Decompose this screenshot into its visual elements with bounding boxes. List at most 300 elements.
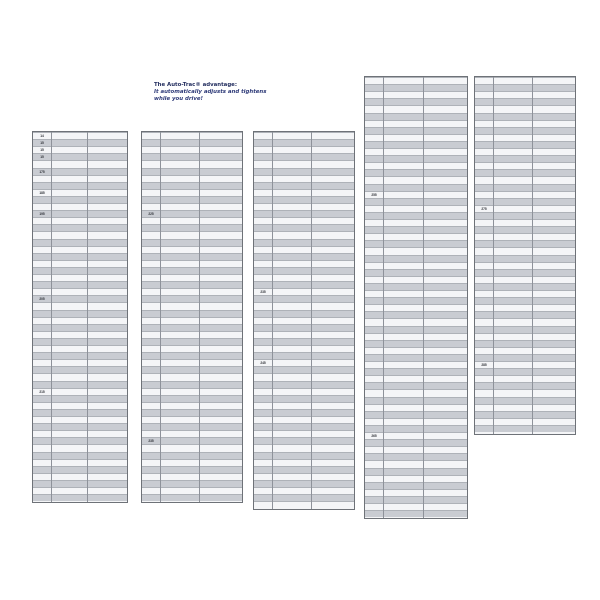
table-row	[365, 389, 467, 396]
table-row	[33, 274, 127, 281]
column-divider	[272, 132, 273, 509]
table-row	[142, 168, 242, 175]
table-row	[33, 210, 127, 217]
table-row	[254, 381, 354, 388]
table-row	[475, 120, 575, 127]
table-row	[365, 496, 467, 503]
table-row	[365, 233, 467, 240]
table-row	[475, 418, 575, 425]
table-row	[33, 260, 127, 267]
size-table-column-3	[253, 131, 355, 510]
table-row	[475, 425, 575, 432]
table-row	[254, 182, 354, 189]
table-row	[365, 446, 467, 453]
table-row	[365, 453, 467, 460]
table-row	[33, 217, 127, 224]
table-row	[475, 240, 575, 247]
table-row	[365, 91, 467, 98]
table-row	[254, 295, 354, 302]
table-row	[142, 146, 242, 153]
table-row	[33, 182, 127, 189]
column-divider	[383, 77, 384, 518]
table-row	[365, 169, 467, 176]
table-row	[365, 326, 467, 333]
table-row	[33, 168, 127, 175]
table-row	[365, 290, 467, 297]
headline-line-1: It automatically adjusts and tightens	[154, 89, 267, 95]
table-row	[254, 189, 354, 196]
column-divider	[51, 132, 52, 502]
table-row	[142, 288, 242, 295]
table-row	[142, 345, 242, 352]
table-row	[365, 141, 467, 148]
table-row	[142, 373, 242, 380]
table-row	[142, 338, 242, 345]
row-group-label	[144, 495, 158, 502]
table-row	[33, 146, 127, 153]
table-row	[475, 141, 575, 148]
table-row	[365, 460, 467, 467]
table-row	[142, 409, 242, 416]
table-row	[365, 468, 467, 475]
table-row	[365, 276, 467, 283]
table-row	[33, 473, 127, 480]
table-row	[475, 176, 575, 183]
table-row	[254, 416, 354, 423]
table-row	[33, 466, 127, 473]
table-row	[142, 459, 242, 466]
table-row	[33, 338, 127, 345]
table-row	[254, 388, 354, 395]
row-group-label: 255	[371, 192, 377, 197]
table-row	[254, 501, 354, 508]
table-row	[365, 411, 467, 418]
table-row	[142, 437, 242, 444]
table-row	[33, 437, 127, 444]
table-row	[475, 255, 575, 262]
table-row	[142, 281, 242, 288]
table-row	[475, 276, 575, 283]
table-row	[142, 253, 242, 260]
table-row	[475, 233, 575, 240]
table-row	[254, 459, 354, 466]
table-row	[142, 153, 242, 160]
table-row	[365, 134, 467, 141]
table-row	[254, 210, 354, 217]
table-row	[33, 388, 127, 395]
table-row	[142, 160, 242, 167]
table-row	[33, 359, 127, 366]
table-row	[33, 203, 127, 210]
size-table-column-5	[474, 76, 576, 435]
table-row	[365, 240, 467, 247]
table-row	[475, 212, 575, 219]
table-row	[365, 340, 467, 347]
table-row	[142, 388, 242, 395]
table-row	[142, 359, 242, 366]
table-row	[254, 452, 354, 459]
table-row	[33, 196, 127, 203]
column-divider	[493, 77, 494, 434]
table-row	[254, 444, 354, 451]
table-row	[365, 432, 467, 439]
table-row	[142, 302, 242, 309]
table-row	[475, 290, 575, 297]
table-row	[33, 352, 127, 359]
table-row	[475, 205, 575, 212]
table-row	[475, 361, 575, 368]
table-row	[365, 368, 467, 375]
table-row	[142, 473, 242, 480]
table-row	[254, 345, 354, 352]
table-row	[33, 381, 127, 388]
table-row	[254, 267, 354, 274]
table-row	[33, 409, 127, 416]
table-row	[365, 475, 467, 482]
table-row	[142, 381, 242, 388]
table-row	[33, 239, 127, 246]
headline-line-2: while you drive!	[154, 96, 203, 102]
table-row	[365, 311, 467, 318]
table-row	[365, 425, 467, 432]
table-row	[33, 231, 127, 238]
table-row	[475, 247, 575, 254]
row-group-label: 235	[148, 439, 154, 444]
table-row	[475, 397, 575, 404]
table-row	[33, 153, 127, 160]
table-row	[365, 120, 467, 127]
table-row	[142, 210, 242, 217]
table-row	[475, 297, 575, 304]
table-row	[33, 416, 127, 423]
table-row	[365, 191, 467, 198]
table-row	[365, 212, 467, 219]
table-row	[475, 347, 575, 354]
table-row	[365, 105, 467, 112]
table-row	[365, 297, 467, 304]
table-row	[33, 253, 127, 260]
table-row	[475, 113, 575, 120]
table-row	[254, 487, 354, 494]
table-row	[33, 402, 127, 409]
table-row	[142, 231, 242, 238]
column-divider	[199, 132, 200, 502]
table-row	[254, 430, 354, 437]
table-row	[365, 176, 467, 183]
table-row	[365, 283, 467, 290]
table-row	[33, 494, 127, 501]
table-row	[365, 148, 467, 155]
table-row	[475, 404, 575, 411]
table-row	[365, 84, 467, 91]
table-row	[365, 77, 467, 84]
table-row	[254, 168, 354, 175]
table-row	[254, 373, 354, 380]
table-row	[142, 416, 242, 423]
row-group-label	[477, 426, 491, 433]
table-row	[475, 148, 575, 155]
column-divider	[532, 77, 533, 434]
table-row	[365, 489, 467, 496]
table-row	[365, 247, 467, 254]
table-row	[254, 288, 354, 295]
table-row	[142, 274, 242, 281]
table-row	[254, 217, 354, 224]
table-row	[33, 224, 127, 231]
table-row	[365, 127, 467, 134]
row-group-label	[367, 511, 381, 518]
table-row	[254, 409, 354, 416]
table-row	[254, 253, 354, 260]
table-row	[254, 466, 354, 473]
table-row	[254, 310, 354, 317]
row-group-label: 275	[481, 206, 487, 211]
table-row	[142, 139, 242, 146]
table-row	[254, 324, 354, 331]
table-row	[33, 281, 127, 288]
table-row	[365, 255, 467, 262]
table-row	[142, 452, 242, 459]
table-row	[365, 503, 467, 510]
size-table-column-1	[32, 131, 128, 503]
table-row	[142, 189, 242, 196]
table-row	[365, 98, 467, 105]
column-divider	[87, 132, 88, 502]
table-row	[254, 331, 354, 338]
table-row	[142, 246, 242, 253]
table-row	[475, 162, 575, 169]
row-group-label: 205	[39, 297, 45, 302]
table-row	[142, 466, 242, 473]
table-row	[475, 389, 575, 396]
table-row	[142, 224, 242, 231]
row-group-label: 235	[260, 290, 266, 295]
table-row	[254, 146, 354, 153]
table-row	[33, 295, 127, 302]
table-row	[33, 302, 127, 309]
table-row	[254, 494, 354, 501]
table-row	[142, 310, 242, 317]
table-row	[475, 91, 575, 98]
table-row	[365, 397, 467, 404]
table-row	[142, 444, 242, 451]
table-row	[475, 262, 575, 269]
table-row	[475, 382, 575, 389]
table-row	[254, 473, 354, 480]
table-row	[142, 395, 242, 402]
table-row	[254, 139, 354, 146]
table-row	[142, 494, 242, 501]
row-group-label: 245	[260, 361, 266, 366]
table-row	[142, 487, 242, 494]
table-row	[142, 196, 242, 203]
table-row	[33, 459, 127, 466]
table-row	[365, 113, 467, 120]
table-row	[365, 304, 467, 311]
row-group-label: 215	[39, 389, 45, 394]
table-row	[33, 331, 127, 338]
table-row	[254, 302, 354, 309]
table-row	[365, 510, 467, 517]
table-row	[254, 281, 354, 288]
table-row	[475, 326, 575, 333]
row-group-label: 225	[148, 212, 154, 217]
column-divider	[311, 132, 312, 509]
table-row	[33, 452, 127, 459]
table-row	[254, 203, 354, 210]
table-row	[142, 331, 242, 338]
table-row	[33, 246, 127, 253]
table-row	[475, 84, 575, 91]
table-row	[365, 318, 467, 325]
table-row	[254, 231, 354, 238]
table-row	[254, 359, 354, 366]
table-row	[475, 77, 575, 84]
table-row	[33, 430, 127, 437]
row-group-label: 14	[40, 134, 44, 138]
table-row	[365, 418, 467, 425]
table-row	[142, 480, 242, 487]
table-row	[254, 239, 354, 246]
table-row	[254, 196, 354, 203]
table-row	[142, 352, 242, 359]
table-row	[254, 395, 354, 402]
table-row	[365, 226, 467, 233]
table-row	[33, 175, 127, 182]
table-row	[365, 375, 467, 382]
table-row	[254, 274, 354, 281]
table-row	[475, 98, 575, 105]
table-row	[33, 423, 127, 430]
table-row	[254, 153, 354, 160]
table-row	[475, 368, 575, 375]
table-row	[365, 205, 467, 212]
row-group-label	[35, 495, 49, 502]
table-row	[254, 224, 354, 231]
table-row	[33, 480, 127, 487]
table-row	[142, 423, 242, 430]
table-row	[142, 430, 242, 437]
headline-title: The Auto-Trac® advantage:	[154, 82, 237, 88]
table-row	[254, 480, 354, 487]
table-row	[142, 217, 242, 224]
table-row	[142, 260, 242, 267]
row-group-label: 175	[39, 169, 45, 174]
table-row	[475, 226, 575, 233]
table-row	[475, 184, 575, 191]
table-row	[365, 404, 467, 411]
table-row	[365, 382, 467, 389]
table-row	[33, 288, 127, 295]
table-row	[365, 219, 467, 226]
size-table-column-4	[364, 76, 468, 519]
table-row	[254, 260, 354, 267]
table-row	[33, 139, 127, 146]
table-row	[33, 345, 127, 352]
table-row	[475, 134, 575, 141]
table-row	[475, 169, 575, 176]
auto-trac-headline	[154, 82, 344, 103]
row-group-label: 15	[40, 155, 44, 160]
table-row	[33, 366, 127, 373]
table-row	[142, 402, 242, 409]
table-row	[365, 333, 467, 340]
size-table-column-2	[141, 131, 243, 503]
table-row	[33, 487, 127, 494]
table-row	[33, 310, 127, 317]
table-row	[475, 318, 575, 325]
table-row	[475, 333, 575, 340]
table-row	[365, 198, 467, 205]
table-row	[475, 411, 575, 418]
table-row	[475, 198, 575, 205]
table-row	[33, 267, 127, 274]
table-row	[254, 366, 354, 373]
table-row	[475, 191, 575, 198]
table-row	[142, 366, 242, 373]
table-row	[254, 132, 354, 139]
table-row	[475, 354, 575, 361]
table-row	[475, 269, 575, 276]
table-row	[142, 182, 242, 189]
table-row	[33, 444, 127, 451]
table-row	[254, 246, 354, 253]
column-divider	[160, 132, 161, 502]
table-row	[142, 317, 242, 324]
table-row	[365, 482, 467, 489]
table-row	[365, 439, 467, 446]
table-row	[254, 423, 354, 430]
table-row	[33, 317, 127, 324]
row-group-label: 285	[481, 363, 487, 367]
table-row	[33, 160, 127, 167]
table-row	[475, 155, 575, 162]
table-row	[475, 219, 575, 226]
table-row	[254, 437, 354, 444]
table-row	[365, 262, 467, 269]
table-row	[365, 354, 467, 361]
table-row	[475, 105, 575, 112]
table-row	[33, 324, 127, 331]
table-row	[254, 402, 354, 409]
table-row	[475, 283, 575, 290]
table-row	[142, 132, 242, 139]
table-row	[475, 311, 575, 318]
table-row	[142, 295, 242, 302]
table-row	[33, 373, 127, 380]
table-row	[365, 361, 467, 368]
table-row	[142, 267, 242, 274]
table-row	[475, 304, 575, 311]
table-row	[475, 340, 575, 347]
table-row	[475, 127, 575, 134]
table-row	[254, 175, 354, 182]
table-row	[365, 162, 467, 169]
table-row	[365, 155, 467, 162]
table-row	[33, 189, 127, 196]
table-row	[142, 203, 242, 210]
table-row	[254, 352, 354, 359]
table-row	[254, 317, 354, 324]
table-row	[254, 160, 354, 167]
table-row	[254, 338, 354, 345]
row-group-label: 195	[39, 212, 45, 217]
row-group-label: 15	[40, 141, 44, 146]
column-divider	[423, 77, 424, 518]
table-row	[142, 324, 242, 331]
table-row	[142, 175, 242, 182]
row-group-label: 15	[40, 148, 44, 153]
